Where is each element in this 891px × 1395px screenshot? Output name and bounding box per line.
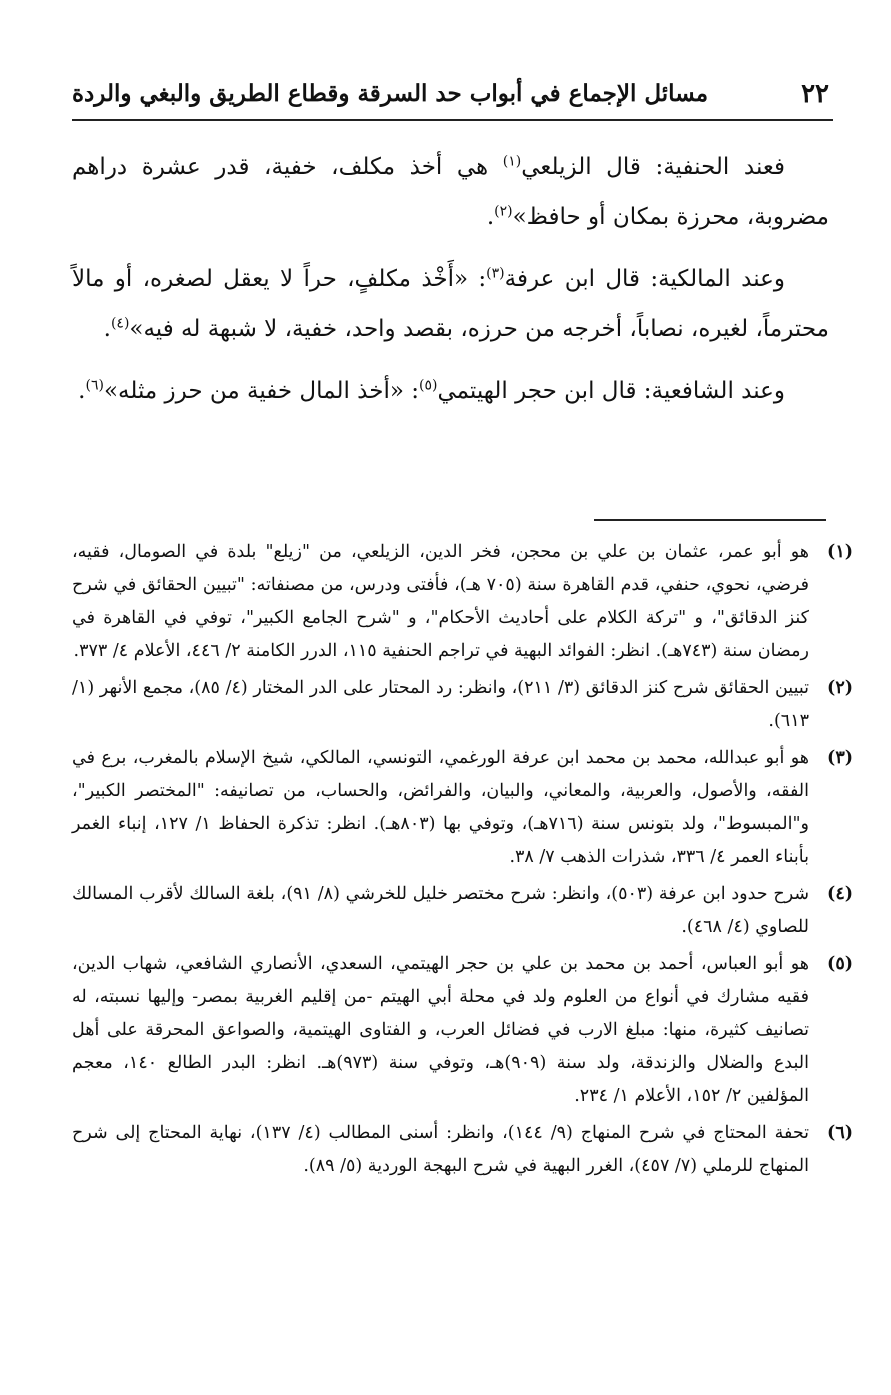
body-text-segment: : «أَخْذ مكلفٍ، حراً لا يعقل لصغره، أو مالاً محترماً، لغيره، نصاباً، أخرجه من حرزه، بقصد واحد، خفية، لا شبهة له فيه» [72, 266, 829, 342]
footnote-number: (٥) [827, 954, 853, 974]
footnote-text: شرح حدود ابن عرفة (٥٠٣)، وانظر: شرح مختصر خليل للخرشي (٨/ ٩١)، بلغة السالك لأقرب المسالك للصاوي (٤/ ٤٦٨). [72, 884, 810, 937]
footnote-reference: (٢) [494, 203, 513, 220]
footnote-text: تبيين الحقائق شرح كنز الدقائق (٣/ ٢١١)، وانظر: رد المحتار على الدر المختار (٤/ ٨٥)، مجمع الأنهر (١/ ٦١٣). [72, 678, 809, 731]
footnote-reference: (٦) [85, 377, 104, 394]
footnote-number: (٢) [827, 678, 853, 698]
body-text-segment: وعند المالكية: قال ابن عرفة [504, 266, 785, 292]
footnote-text: تحفة المحتاج في شرح المنهاج (٩/ ١٤٤)، وانظر: أسنى المطالب (٤/ ١٣٧)، نهاية المحتاج إلى شرح المنهاج للرملي (٧/ ٤٥٧)، الغرر البهية في شرح البهجة الوردية (٥/ ٨٩). [72, 1123, 809, 1176]
body-text-segment: هي أخذ مكلف، خفية، قدر عشرة دراهم مضروبة، محرزة بمكان أو حافظ» [72, 154, 829, 230]
footnote-number: (٦) [827, 1123, 853, 1143]
body-text-segment: . [486, 204, 495, 230]
footnote-number: (٣) [827, 748, 853, 768]
body-text-segment: فعند الحنفية: قال الزيلعي [521, 154, 785, 180]
running-title: مسائل الإجماع في أبواب حد السرقة وقطاع الطريق والبغي والردة [72, 80, 709, 107]
body-paragraph [72, 254, 829, 354]
footnote-reference: (٥) [418, 377, 438, 394]
body-text-segment: وعند الشافعية: قال ابن حجر الهيتمي [437, 378, 785, 404]
footnote-text: هو أبو العباس، أحمد بن محمد بن علي بن حجر الهيتمي، السعدي، الأنصاري الشافعي، شهاب الدين، فقيه مشارك في أنواع من العلوم ولد في محلة أبي الهيتم -من إقليم الغربية بمصر- وإليها نسبته، له تصانيف كثيرة، منها: مبلغ الارب في فضائل العرب، و الفتاوى الهيتمية، والصواعق المحرقة على أهل البدع والضلال والزندقة، ولد سنة (٩٠٩)هـ، وتوفي سنة (٩٧٣)هـ. انظر: البدر الطالع ١٤٠، معجم المؤلفين ٢/ ١٥٢، الأعلام ١/ ٢٣٤. [72, 954, 809, 1106]
body-paragraph [72, 366, 829, 416]
footnote-reference: (٤) [110, 315, 130, 332]
body-paragraph [72, 142, 829, 242]
footnote-reference: (١) [502, 153, 522, 170]
footnote-number: (٤) [827, 884, 853, 904]
footnote-separator [594, 519, 826, 521]
body-text-segment: . [78, 378, 86, 404]
footnote-number: (١) [827, 542, 853, 562]
footnote-item [72, 1117, 853, 1183]
footnote-item [72, 878, 853, 944]
footnote-reference: (٣) [486, 265, 505, 282]
body-text-segment: . [103, 316, 111, 342]
page-number: ٢٢ [801, 79, 829, 109]
footnote-item [72, 948, 853, 1113]
footnote-text: هو أبو عمر، عثمان بن علي بن محجن، فخر الدين، الزيلعي، من "زيلع" بلدة في الصومال، فقيه، فرضي، نحوي، حنفي، قدم القاهرة سنة (٧٠٥ هـ)، فأفتى ودرس، من مصنفاته: "تبيين الحقائق في شرح كنز الدقائق"، و "تركة الكلام على أحاديث الأحكام"، و "شرح الجامع الكبير"، توفي في القاهرة في رمضان سنة (٧٤٣هـ). انظر: الفوائد البهية في تراجم الحنفية ١١٥، الدرر الكامنة ٢/ ٤٤٦، الأعلام ٤/ ٣٧٣. [72, 542, 809, 661]
page-header [72, 72, 829, 116]
footnote-text: هو أبو عبدالله، محمد بن محمد ابن عرفة الورغمي، التونسي، المالكي، شيخ الإسلام بالمغرب، برع في الفقه، والأصول، والعربية، والمعاني، والبيان، والفرائض، والحساب، من تصانيفه: "المختصر الكبير"، و"المبسوط"، ولد بتونس سنة (٧١٦هـ)، وتوفي بها (٨٠٣هـ). انظر: تذكرة الحفاظ ١/ ١٢٧، إنباء الغمر بأبناء العمر ٤/ ٣٣٦، شذرات الذهب ٧/ ٣٨. [72, 748, 809, 867]
header-rule [72, 119, 833, 121]
footnote-item [72, 536, 853, 668]
main-text [72, 142, 829, 428]
footnotes-section [72, 536, 853, 1187]
body-text-segment: : «أخذ المال خفية من حرز مثله» [103, 378, 419, 404]
footnote-item [72, 742, 853, 874]
footnote-item [72, 672, 853, 738]
